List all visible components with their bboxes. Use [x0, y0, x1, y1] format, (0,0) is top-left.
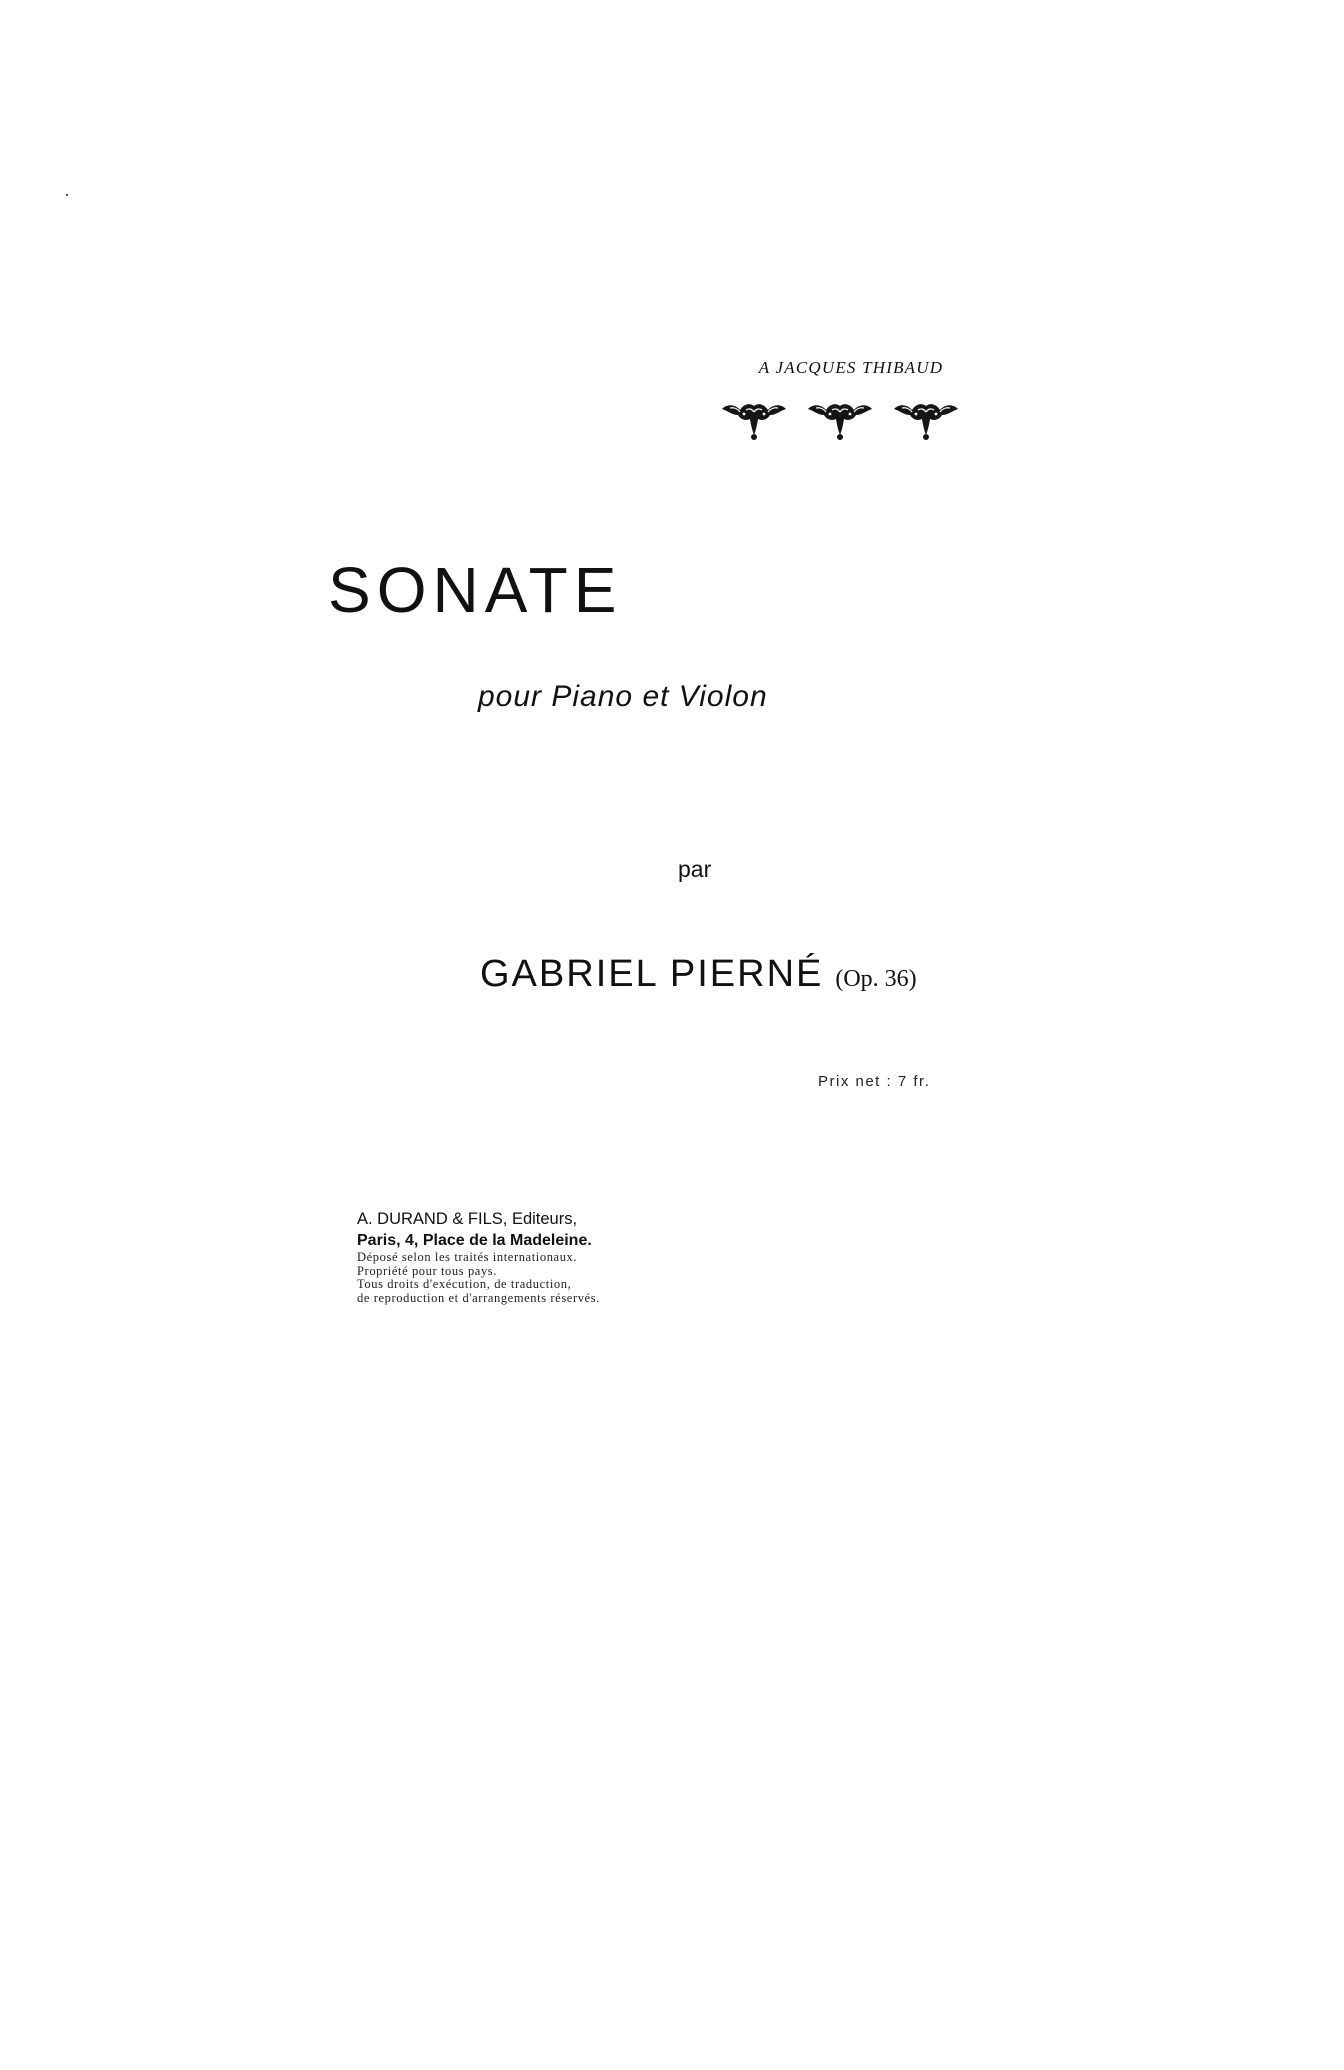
dedication: A JACQUES THIBAUD — [758, 358, 944, 377]
publisher-block — [357, 1209, 717, 1305]
legal-line: Propriété pour tous pays. — [357, 1263, 497, 1278]
vignette-icon-3 — [894, 404, 958, 440]
legal-line: de reproduction et d'arrangements réservés. — [357, 1290, 600, 1305]
subtitle: pour Piano et Violon — [478, 680, 768, 713]
composer-name: GABRIEL PIERNÉ — [480, 953, 824, 995]
ornament-row — [722, 395, 972, 445]
by-label: par — [678, 856, 712, 882]
composer-line — [480, 955, 917, 993]
legal-line: Tous droits d'exécution, de traduction, — [357, 1277, 572, 1291]
legal-line: Déposé selon les traités internationaux. — [357, 1250, 578, 1264]
vignette-icon-1 — [722, 404, 786, 440]
publisher-name: A. DURAND & FILS, Editeurs, — [357, 1210, 578, 1228]
floral-vignette-icon — [722, 395, 972, 445]
page-title: SONATE — [328, 554, 623, 626]
opus-number: (Op. 36) — [835, 966, 917, 992]
publisher-address: Paris, 4, Place de la Madeleine. — [357, 1232, 592, 1249]
price: Prix net : 7 fr. — [818, 1073, 931, 1090]
vignette-icon-2 — [808, 404, 872, 440]
scan-speck — [66, 194, 68, 196]
